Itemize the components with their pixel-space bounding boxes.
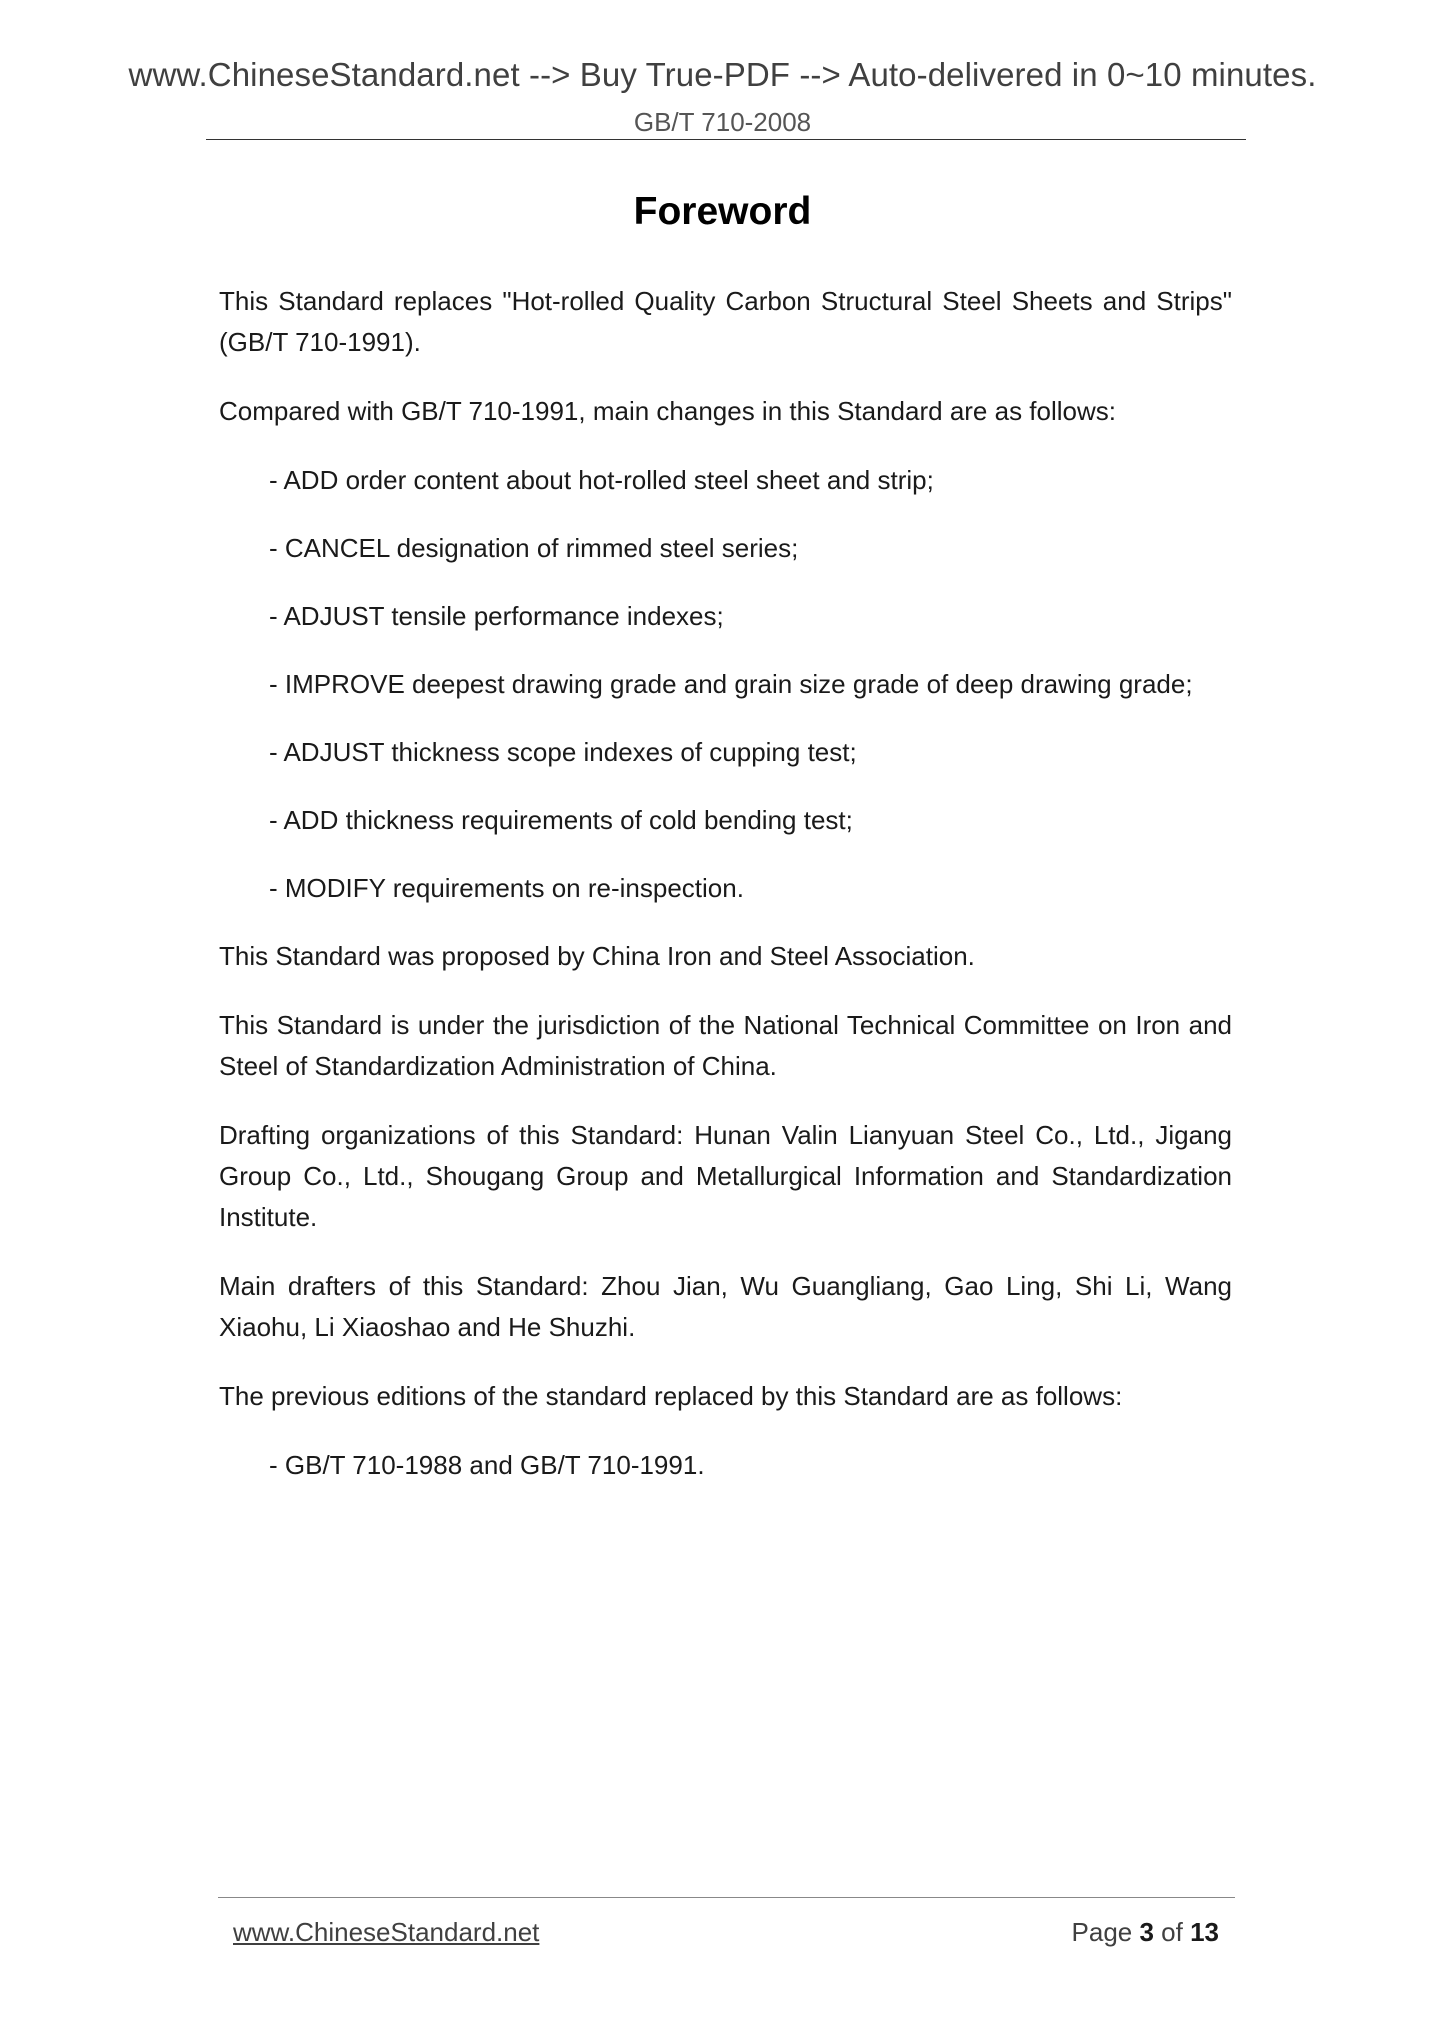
page-title: Foreword (633, 190, 812, 233)
paragraph-drafting-organizations: Drafting organizations of this Standard: Hunan Valin Lianyuan Steel Co., Ltd., Jigang Group Co., Ltd., Shougang Group and Metallurgical Information and Standardization Institute. (219, 1120, 1232, 1232)
editions-list (219, 1445, 1232, 1486)
foreword-body (219, 281, 1232, 1513)
list-item: - ADJUST thickness scope indexes of cupping test; (269, 737, 857, 767)
page-prefix: Page (1071, 1917, 1140, 1947)
paragraph-previous-editions: The previous editions of the standard replaced by this Standard are as follows: (219, 1381, 1123, 1411)
list-item: - ADD thickness requirements of cold bending test; (269, 805, 853, 835)
page-total: 13 (1190, 1917, 1219, 1947)
list-item: - MODIFY requirements on re-inspection. (269, 873, 744, 903)
list-item: - CANCEL designation of rimmed steel series; (269, 533, 799, 563)
document-id: GB/T 710-2008 (633, 107, 812, 137)
paragraph-replaces: This Standard replaces "Hot-rolled Quality Carbon Structural Steel Sheets and Strips" (GB/T 710-1991). (219, 286, 1232, 357)
list-item: - ADJUST tensile performance indexes; (269, 601, 724, 631)
footer-website-link[interactable]: www.ChineseStandard.net (233, 1917, 540, 1947)
header-banner: www.ChineseStandard.net --> Buy True-PDF --> Auto-delivered in 0~10 minutes. (128, 56, 1317, 93)
paragraph-jurisdiction: This Standard is under the jurisdiction of the National Technical Committee on Iron and Steel of Standardization Administration of China. (219, 1010, 1232, 1081)
page-current: 3 (1139, 1917, 1154, 1947)
list-item: - GB/T 710-1988 and GB/T 710-1991. (269, 1450, 705, 1480)
list-item: - IMPROVE deepest drawing grade and grain size grade of deep drawing grade; (269, 669, 1193, 699)
header-divider (206, 139, 1246, 140)
page-number (1072, 1917, 1219, 1948)
list-item: - ADD order content about hot-rolled steel sheet and strip; (269, 465, 934, 495)
paragraph-main-drafters: Main drafters of this Standard: Zhou Jian, Wu Guangliang, Gao Ling, Shi Li, Wang Xiaohu, Li Xiaoshao and He Shuzhi. (219, 1271, 1232, 1342)
paragraph-proposed-by: This Standard was proposed by China Iron and Steel Association. (219, 941, 975, 971)
footer-divider (218, 1897, 1235, 1898)
changes-list (219, 460, 1232, 909)
page-of: of (1153, 1917, 1191, 1947)
paragraph-changes-intro: Compared with GB/T 710-1991, main changes in this Standard are as follows: (219, 396, 1116, 426)
